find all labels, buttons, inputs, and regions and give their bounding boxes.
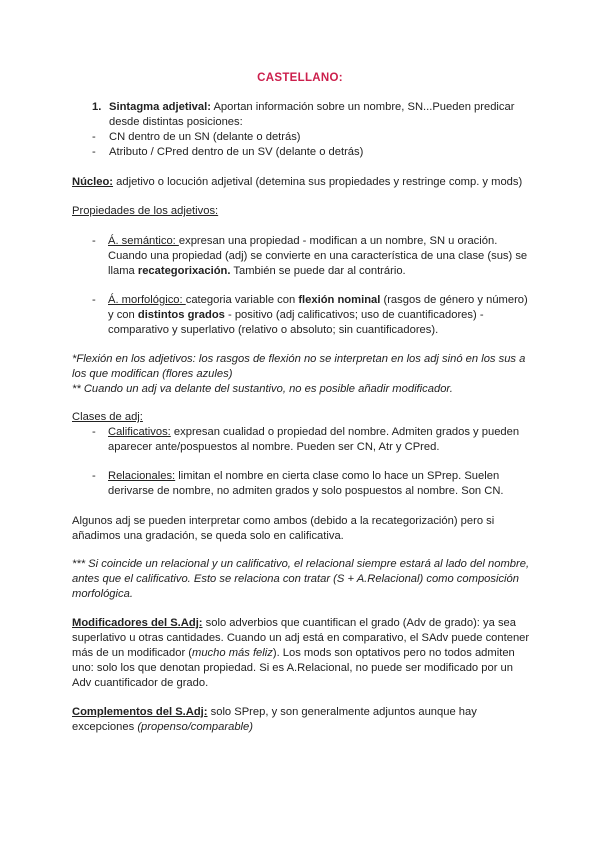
morfologico-line-1: [108, 293, 528, 308]
ambos-line-1: Algunos adj se pueden interpretar como ambos (debido a la recategorización) pero si: [72, 515, 495, 527]
relacionales-label: Relacionales:: [108, 470, 176, 482]
modificadores-text-3c: ). Los mods son optativos pero no todos admiten: [272, 647, 515, 659]
morfologico-line-2: [108, 308, 484, 323]
intro-bullet-2: Atributo / CPred dentro de un SV (delante o detrás): [109, 146, 364, 158]
nucleo-line: [72, 175, 522, 190]
modificadores-line-1: [72, 616, 516, 631]
nucleo-label: Núcleo:: [72, 176, 114, 188]
bullet-dash: -: [92, 470, 96, 482]
intro-line-1: [109, 100, 514, 115]
complementos-line-1: [72, 705, 477, 720]
modificadores-text-1: solo adverbios que cuantifican el grado (Adv de grado): ya sea: [202, 617, 516, 629]
intro-heading: Sintagma adjetival:: [109, 101, 211, 113]
bullet-dash: -: [92, 426, 96, 438]
relacionales-line-1: [108, 469, 499, 484]
modificadores-line-4: uno: solo los que denotan propiedad. Si es A.Relacional, no puede ser modificado por un: [72, 662, 513, 674]
modificadores-label: Modificadores del S.Adj:: [72, 617, 203, 629]
flexion-nominal-term: flexión nominal: [298, 294, 381, 306]
recategorizacion-term: recategorixación.: [137, 265, 231, 277]
semantico-line-3: [108, 264, 406, 279]
semantico-line-2: Cuando una propiedad (adj) se convierte en una característica de una clase (sus) se: [108, 250, 528, 262]
morfologico-text-2a: y con: [108, 309, 138, 321]
clases-heading: Clases de adj:: [72, 411, 143, 423]
nota-relacional-2: antes que el calificativo. Esto se relaciona con tratar (S + A.Relacional) como composición: [72, 573, 519, 585]
morfologico-text-1c: (rasgos de género y número): [380, 294, 528, 306]
calificativos-label: Calificativos:: [108, 426, 171, 438]
semantico-text-1: expresan una propiedad - modifican a un nombre, SN u oración.: [178, 235, 498, 247]
calificativos-text-1: expresan cualidad o propiedad del nombre. Admiten grados y pueden: [170, 426, 520, 438]
semantico-line-1: [108, 234, 497, 249]
modificadores-line-2: superlativo u otras cantidades. Cuando un adj está en comparativo, el SAdv puede contener: [72, 632, 530, 644]
ambos-line-2: añadimos una gradación, se queda solo en calificativa.: [72, 530, 344, 542]
nota-relacional-1: *** Si coincide un relacional y un calificativo, el relacional siempre estará al lado del nombre,: [72, 558, 530, 570]
morfologico-text-2c: - positivo (adj calificativos; uso de cuantificadores) -: [224, 309, 484, 321]
calificativos-line-1: [108, 425, 519, 440]
bullet-dash: -: [92, 146, 96, 158]
complementos-line-2: [72, 720, 253, 735]
intro-bullet-1: CN dentro de un SN (delante o detrás): [109, 131, 301, 143]
morfologico-text-1a: categoria variable con: [185, 294, 299, 306]
semantico-label: Á. semántico:: [108, 235, 179, 247]
modificadores-text-3a: más de un modificador (: [72, 647, 193, 659]
semantico-text-3a: llama: [108, 265, 138, 277]
morfologico-label: Á. morfológico:: [108, 294, 186, 306]
bullet-dash: -: [92, 131, 96, 143]
complementos-text-1: solo SPrep, y son generalmente adjuntos aunque hay: [207, 706, 477, 718]
calificativos-line-2: aparecer ante/pospuestos al nombre. Pueden ser CN, Atr y CPred.: [108, 441, 440, 453]
complementos-label: Complementos del S.Adj:: [72, 706, 208, 718]
nota-flexion-2: los que modifican (flores azules): [72, 368, 233, 380]
nucleo-text: adjetivo o locución adjetival (detemina sus propiedades y restringe comp. y mods): [113, 176, 523, 188]
intro-number: 1.: [92, 101, 102, 113]
bullet-dash: -: [92, 235, 96, 247]
nota-relacional-3: morfológica.: [72, 588, 133, 600]
relacionales-text-1: limitan el nombre en cierta clase como lo hace un SPrep. Suelen: [175, 470, 500, 482]
modificadores-example: mucho más feliz: [192, 647, 273, 659]
bullet-dash: -: [92, 294, 96, 306]
complementos-example: (propenso/comparable): [137, 721, 253, 733]
complementos-text-2a: excepciones: [72, 721, 138, 733]
morfologico-line-3: comparativo y superlativo (relativo o absoluto; sin cuantificadores).: [108, 324, 439, 336]
semantico-text-3c: También se puede dar al contrário.: [230, 265, 406, 277]
distintos-grados-term: distintos grados: [137, 309, 225, 321]
intro-text-1: Aportan información sobre un nombre, SN...Pueden predicar: [210, 101, 515, 113]
nota-adj-delante: ** Cuando un adj va delante del sustantivo, no es posible añadir modificador.: [72, 383, 453, 395]
relacionales-line-2: derivarse de nombre, no admiten grados y solo pospuestos al nombre. Son CN.: [108, 485, 504, 497]
nota-flexion-1: *Flexión en los adjetivos: los rasgos de flexión no se interpretan en los adj sinó en los sus a: [72, 353, 526, 365]
modificadores-line-3: [72, 646, 515, 661]
modificadores-line-5: Adv cuantificador de grado.: [72, 677, 209, 689]
page-title: CASTELLANO:: [257, 72, 343, 84]
propiedades-heading: Propiedades de los adjetivos:: [72, 205, 219, 217]
intro-line-2: desde distintas posiciones:: [109, 116, 243, 128]
